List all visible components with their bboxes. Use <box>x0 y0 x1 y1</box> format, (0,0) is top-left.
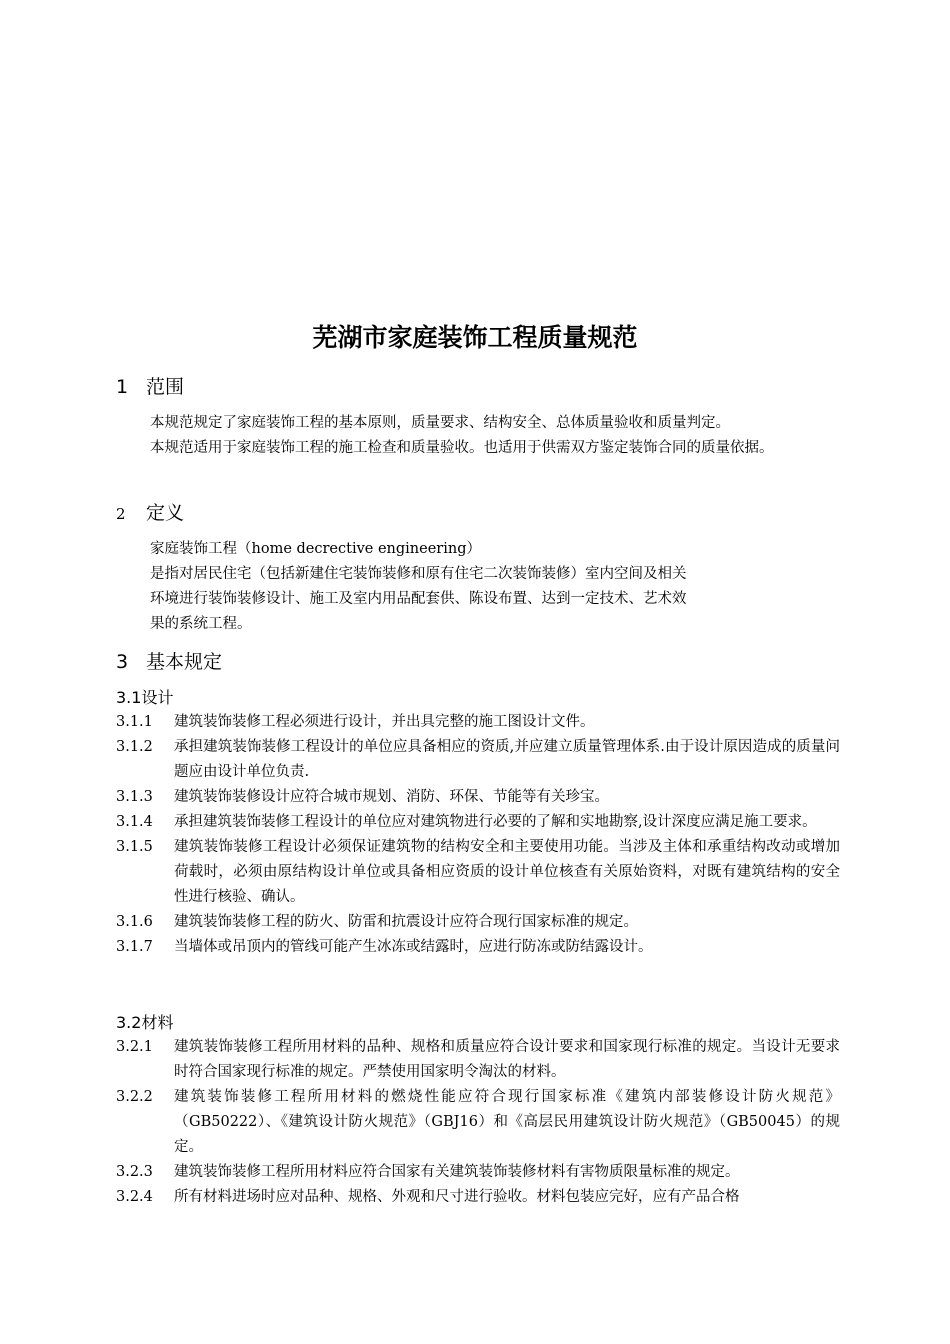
clause-text: 建筑装饰装修工程所用材料的燃烧性能应符合现行国家标准《建筑内部装修设计防火规范》（GB50222）、《建筑设计防火规范》（GBJ16）和《高层民用建筑设计防火规范》（GB50045）的规定。 <box>174 1089 840 1155</box>
subsection-3-2-clauses <box>116 1035 840 1210</box>
clause-text: 建筑装饰装修工程所用材料应符合国家有关建筑装饰装修材料有害物质限量标准的规定。 <box>174 1164 740 1180</box>
clause-3-1-5 <box>116 835 840 910</box>
paragraph-line: 是指对居民住宅（包括新建住宅装饰装修和原有住宅二次装饰装修）室内空间及相关 <box>150 566 687 582</box>
clause-3-1-6 <box>116 910 840 935</box>
clause-text: 建筑装饰装修设计应符合城市规划、消防、环保、节能等有关珍宝。 <box>174 789 609 805</box>
document-title: 芜湖市家庭装饰工程质量规范 <box>312 323 638 352</box>
paragraph-line: 本规范适用于家庭装饰工程的施工检查和质量验收。也适用于供需双方鉴定装饰合同的质量依据。 <box>150 440 774 456</box>
section-1-body <box>150 411 840 461</box>
clause-number: 3.1.5 <box>116 839 153 855</box>
clause-number: 3.2.2 <box>116 1089 153 1105</box>
clause-3-1-1 <box>116 710 840 735</box>
clause-number: 3.2.3 <box>116 1164 153 1180</box>
clause-number: 3.1.4 <box>116 814 153 830</box>
paragraph-line: 果的系统工程。 <box>150 616 252 632</box>
clause-3-2-3 <box>116 1160 840 1185</box>
clause-text: 承担建筑装饰装修工程设计的单位应具备相应的资质,并应建立质量管理体系.由于设计原因造成的质量问题应由设计单位负责. <box>174 739 840 780</box>
clause-3-2-4 <box>116 1185 840 1210</box>
clause-text: 承担建筑装饰装修工程设计的单位应对建筑物进行必要的了解和实地勘察,设计深度应满足施工要求。 <box>174 814 817 830</box>
clause-3-1-7 <box>116 935 840 960</box>
paragraph-line: 环境进行装饰装修设计、施工及室内用品配套供、陈设布置、达到一定技术、艺术效 <box>150 591 687 607</box>
clause-number: 3.2.4 <box>116 1189 153 1205</box>
clause-number: 3.2.1 <box>116 1039 153 1055</box>
paragraph-line: 本规范规定了家庭装饰工程的基本原则，质量要求、结构安全、总体质量验收和质量判定。 <box>150 415 730 431</box>
clause-3-1-4 <box>116 810 840 835</box>
clause-text: 建筑装饰装修工程设计必须保证建筑物的结构安全和主要使用功能。当涉及主体和承重结构改动或增加荷载时，必须由原结构设计单位或具备相应资质的设计单位核查有关原始资料，对既有建筑结构的安全性进行核验、确认。 <box>174 839 840 905</box>
clause-3-2-2 <box>116 1085 840 1160</box>
section-2-heading <box>116 500 184 527</box>
section-3-heading <box>116 649 222 675</box>
clause-number: 3.1.7 <box>116 939 153 955</box>
paragraph-line: 家庭装饰工程（home decrective engineering） <box>150 541 481 557</box>
section-title: 范围 <box>146 376 185 398</box>
clause-3-1-3 <box>116 785 840 810</box>
clause-number: 3.1.6 <box>116 914 153 930</box>
clause-text: 当墙体或吊顶内的管线可能产生冰冻或结露时，应进行防冻或防结露设计。 <box>174 939 653 955</box>
clause-3-2-1 <box>116 1035 840 1085</box>
section-1-heading <box>116 374 184 400</box>
section-number: 1 <box>116 376 129 398</box>
clause-number: 3.1.2 <box>116 739 153 755</box>
clause-text: 建筑装饰装修工程的防火、防雷和抗震设计应符合现行国家标准的规定。 <box>174 914 638 930</box>
section-number: 2 <box>116 505 126 523</box>
clause-number: 3.1.1 <box>116 714 153 730</box>
clause-text: 建筑装饰装修工程必须进行设计，并出具完整的施工图设计文件。 <box>174 714 595 730</box>
clause-number: 3.1.3 <box>116 789 153 805</box>
subsection-3-1-clauses <box>116 710 840 960</box>
section-number: 3 <box>116 651 129 673</box>
section-2-body <box>150 537 840 637</box>
section-title: 基本规定 <box>146 651 223 673</box>
clause-text: 所有材料进场时应对品种、规格、外观和尺寸进行验收。材料包装应完好，应有产品合格 <box>174 1189 740 1205</box>
clause-3-1-2 <box>116 735 840 785</box>
subsection-3-2-heading: 3.2材料 <box>116 1013 174 1032</box>
section-title: 定义 <box>146 502 185 524</box>
clause-text: 建筑装饰装修工程所用材料的品种、规格和质量应符合设计要求和国家现行标准的规定。当设计无要求时符合国家现行标准的规定。严禁使用国家明令淘汰的材料。 <box>174 1039 840 1080</box>
subsection-3-1-heading: 3.1设计 <box>116 688 174 707</box>
